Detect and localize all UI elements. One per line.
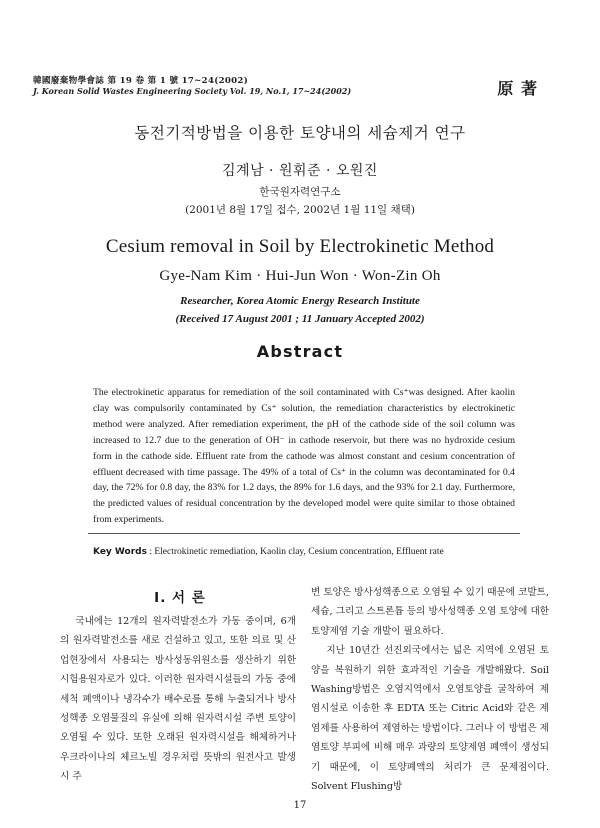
right-column-paragraph-1: 변 토양은 방사성핵종으로 오염될 수 있기 때문에 코발트, 세슘, 그리고 스트론튬 등의 방사성핵종 오염 토양에 대한 토양제염 기술 개발이 필요하다.: [311, 587, 549, 637]
keywords: [93, 547, 444, 557]
journal-header-korean: 韓國廢棄物學會誌 第 19 卷 第 1 號 17~24(2002): [33, 76, 249, 86]
section-heading: Ⅰ. 서 론: [154, 590, 206, 606]
title-korean: 동전기적방법을 이용한 토양내의 세슘제거 연구: [134, 124, 466, 142]
authors-korean: 김계남 · 원휘준 · 오원진: [222, 163, 378, 179]
abstract-heading: Abstract: [256, 342, 344, 361]
authors-english: Gye-Nam Kim · Hui-Jun Won · Won-Zin Oh: [159, 268, 441, 284]
right-column-paragraph-2: 지난 10년간 선진외국에서는 넓은 지역에 오염된 토양을 복원하기 위한 효과적인 기술을 개발해왔다. Soil Washing방법은 오염지역에서 오염토양을 굴착하여 제염시설로 이송한 후 EDTA 또는 Citric Acid와 같은 제염제를 사용하여 제염하는 방법이다. 그러나 이 방법은 제염토양 부피에 비해 매우 과량의 토양제염 폐액이 생성되기 때문에, 이 토양폐액의 처리가 큰 문제점이다. Solvent Flushing방: [311, 645, 549, 793]
article-type-badge: 原 著: [497, 79, 538, 98]
affiliation-english: Researcher, Korea Atomic Energy Research Institute: [180, 295, 420, 307]
dates-korean: (2001년 8월 17일 접수, 2002년 1월 11일 채택): [185, 204, 415, 216]
page-number: 17: [293, 800, 307, 811]
title-english: Cesium removal in Soil by Electrokinetic Method: [105, 236, 495, 257]
journal-header-english: J. Korean Solid Wastes Engineering Society Vol. 19, No.1, 17~24(2002): [33, 86, 352, 96]
right-column: [311, 583, 549, 796]
abstract-text: The electrokinetic apparatus for remediation of the soil contaminated with Cs⁺was designed. After kaolin clay was compulsorily contaminated by Cs⁺ solution, the remediation characteristics by electrokinetic method were analyzed. After remediation experiment, the pH of the cathode side of the soil column was increased to 12.7 due to the generation of OH⁻ in cathode reservoir, but there was no hydroxide cesium form in the cathode side. Effluent rate from the cathode was almost constant and cesium concentration of effluent decreased with time passage. The 49% of a total of Cs⁺ in the column was decontaminated for 0.4 day, the 72% for 0.8 day, the 83% for 1.2 days, the 89% for 1.6 days, and the 93% for 2.1 day. Furthermore, the predicted values of residual concentration by the developed model were quite similar to those obtained from experiments.: [93, 387, 515, 526]
left-column-paragraph: 국내에는 12개의 원자력발전소가 가동 중이며, 6개의 원자력발전소를 새로 건설하고 있고, 또한 의료 및 산업현장에서 사용되는 방사성동위원소를 생산하기 위한 시험용원자로가 있다. 이러한 원자력시설들의 가동 중에 세척 폐액이나 냉각수가 배수로를 통해 누출되거나 방사성핵종 오염물질의 유실에 의해 원자력시설 주변 토양이 오염될 수 있다. 또한 오래된 원자력시설을 해체하거나 우크라이나의 체르노빌 경우처럼 뜻밖의 원전사고 발생시 주: [60, 616, 296, 783]
affiliation-korean: 한국원자력연구소: [259, 186, 341, 198]
divider: [88, 533, 520, 534]
keywords-text: : Electrokinetic remediation, Kaolin clay, Cesium concentration, Effluent rate: [149, 547, 444, 557]
dates-english: (Received 17 August 2001 ; 11 January Accepted 2002): [175, 313, 425, 325]
left-column: [60, 612, 296, 787]
keywords-label: Key Words: [93, 547, 147, 557]
